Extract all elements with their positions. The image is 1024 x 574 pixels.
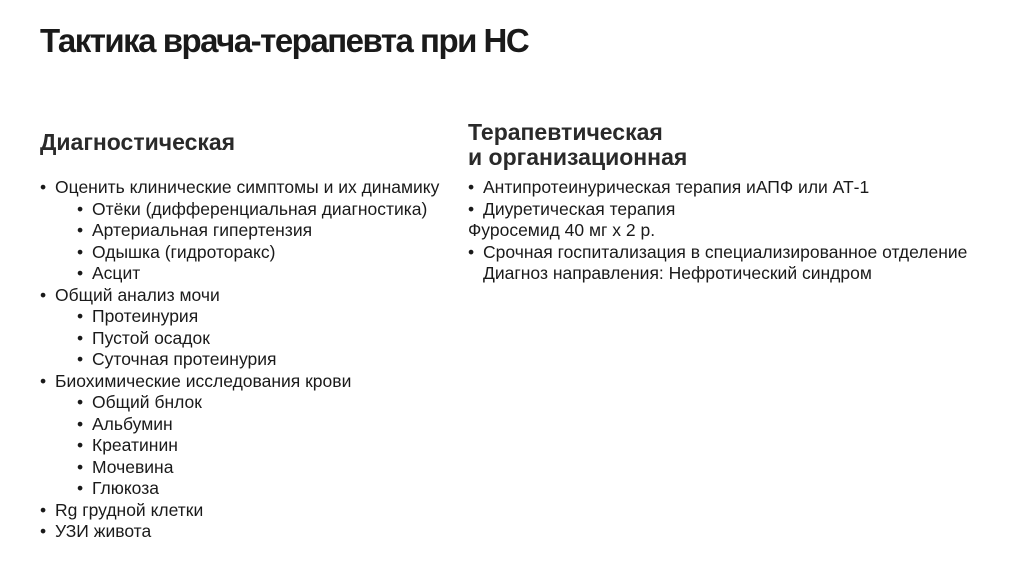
list-subitem (40, 349, 440, 371)
list-subitem (40, 328, 440, 350)
list-item-text: Отёки (дифференциальная диагностика) (92, 198, 428, 219)
list-item (40, 500, 440, 522)
list-item (40, 177, 440, 199)
bullet-icon: • (77, 306, 84, 326)
slide-title: Тактика врача-терапевта при НС (40, 22, 529, 59)
list-item (468, 177, 968, 199)
list-subitem (40, 263, 440, 285)
list-item (40, 371, 440, 393)
list-subitem (40, 478, 440, 500)
list-item-text: Антипротеинурическая терапия иАПФ или АТ-1 (483, 177, 870, 197)
list-item-text: Одышка (гидроторакс) (92, 241, 276, 262)
list-subitem (40, 392, 440, 414)
bullet-icon: • (77, 198, 84, 219)
list-item-text: Общий бнлок (92, 392, 202, 412)
list-item (468, 242, 968, 285)
bullet-icon: • (468, 177, 475, 197)
bullet-icon: • (468, 241, 475, 262)
list-item-text: Оценить клинические симптомы и их динамику (55, 177, 440, 197)
bullet-icon: • (77, 241, 84, 262)
bullet-icon: • (40, 521, 47, 541)
list-item-plain (468, 220, 968, 242)
list-item-text: Протеинурия (92, 306, 199, 326)
list-item-text: Диуретическая терапия (483, 198, 676, 219)
list-item-text: Биохимические исследования крови (55, 370, 352, 391)
therapeutic-heading-line2: и организационная (468, 144, 688, 170)
bullet-icon: • (77, 263, 84, 283)
list-item-text: Мочевина (92, 456, 174, 477)
list-subitem (40, 199, 440, 221)
list-item-text: Креатинин (92, 435, 178, 455)
list-item (40, 285, 440, 307)
bullet-icon: • (77, 478, 84, 498)
therapeutic-list (468, 177, 968, 285)
list-item-text: УЗИ живота (55, 521, 152, 541)
bullet-icon: • (77, 435, 84, 455)
list-subitem (40, 242, 440, 264)
list-subitem (40, 414, 440, 436)
bullet-icon: • (40, 370, 47, 391)
list-item (468, 199, 968, 221)
list-subitem (40, 435, 440, 457)
list-item-text: Глюкоза (92, 478, 159, 498)
list-subitem (40, 306, 440, 328)
bullet-icon: • (40, 284, 47, 305)
therapeutic-heading-line1: Терапевтическая (468, 119, 663, 145)
bullet-icon: • (77, 327, 84, 348)
list-item (40, 521, 440, 543)
diagnostic-heading: Диагностическая (40, 129, 236, 155)
bullet-icon: • (77, 392, 84, 412)
bullet-icon: • (468, 198, 475, 219)
list-item-text: Пустой осадок (92, 327, 210, 348)
bullet-icon: • (77, 220, 84, 240)
bullet-icon: • (77, 413, 84, 434)
list-item-text: Общий анализ мочи (55, 284, 220, 305)
bullet-icon: • (77, 349, 84, 369)
bullet-icon: • (77, 456, 84, 477)
list-item-text: Срочная госпитализация в специализированное отделение Диагноз направления: Нефротический синдром (483, 241, 968, 283)
bullet-icon: • (40, 177, 47, 197)
list-subitem (40, 220, 440, 242)
therapeutic-heading (468, 120, 687, 170)
list-item-text: Артериальная гипертензия (92, 220, 313, 240)
diagnostic-list (40, 177, 440, 543)
list-item-text: Фуросемид 40 мг х 2 р. (468, 220, 656, 240)
list-item-text: Rg грудной клетки (55, 499, 204, 520)
list-subitem (40, 457, 440, 479)
list-item-text: Альбумин (92, 413, 173, 434)
bullet-icon: • (40, 499, 47, 520)
list-item-text: Суточная протеинурия (92, 349, 277, 369)
list-item-text: Асцит (92, 263, 141, 283)
